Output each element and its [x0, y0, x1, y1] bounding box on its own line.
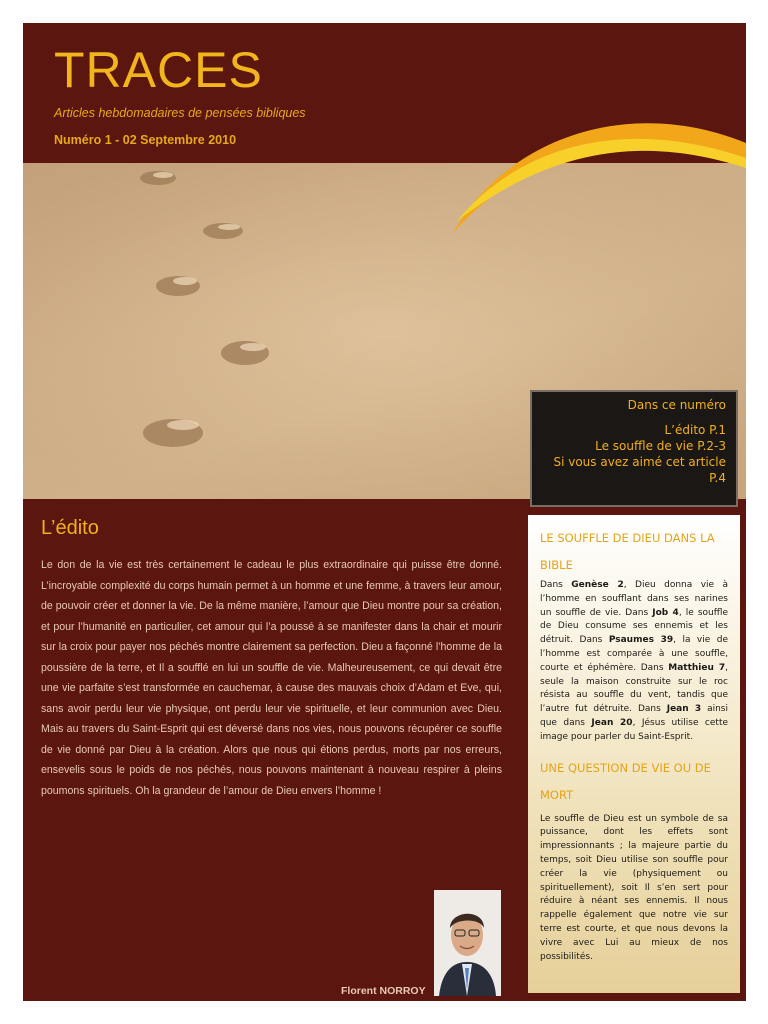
sidebar-body-souffle [540, 579, 728, 745]
sidebar-heading-question: UNE QUESTION DE VIE OU DE MORT [540, 760, 711, 802]
toc-item-edito[interactable]: L’édito P.1 [664, 423, 726, 437]
edito-heading: L’édito [41, 517, 99, 539]
sidebar-body-question: Le souffle de Dieu est un symbole de sa puissance, dont les effets sont impressionnants ; la majeure partie du temps, soit Dieu utilise son souffle pour créer la vie (physiquement ou spirituellement), soit Il s’en sert pour réduire à néant ses ennemis. Il nous rappelle également que notre vie sur terre est courte, et que nous devons la vivre avec Lui au mieux de nos possibilités. [540, 813, 728, 962]
author-name: Florent NORROY [341, 985, 426, 997]
sidebar-text-run: , la vie de l’homme est comparée à une souffle, courte et éphémère. Dans [540, 635, 728, 673]
sidebar-panel [528, 515, 740, 993]
sidebar-text-run: , Dieu donna vie à l’homme en soufflant dans ses narines un souffle de vie. Dans [540, 580, 729, 618]
sidebar-text-run: , le souffle de Dieu consume ses ennemis et les détruit. Dans [540, 607, 728, 646]
sidebar-heading-souffle: LE SOUFFLE DE DIEU DANS LA BIBLE [540, 531, 715, 572]
bible-reference: Job 4 [652, 607, 679, 618]
toc-item-souffle[interactable]: Le souffle de vie P.2-3 [595, 439, 726, 453]
newsletter-subtitle: Articles hebdomadaires de pensées bibliques [54, 106, 306, 120]
bible-reference: Matthieu 7 [668, 662, 726, 673]
table-of-contents [530, 390, 738, 507]
decorative-swoosh [423, 103, 746, 243]
sidebar-text-run: , Jésus utilise cette image pour parler du Saint-Esprit. [540, 717, 729, 742]
edito-body: Le don de la vie est très certainement le cadeau le plus extraordinaire qui puisse être donné. L’incroyable complexité du corps humain permet à un homme et une femme, à travers leur amour, de pouvoir créer et donner la vie. De la même manière, l’amour que Dieu montre pour sa création, et pour l’humanité en particulier, cet amour qui l’a poussé à se manifester dans la chair et mourir sur la croix pour payer nos péchés montre clairement sa perfection. Dieu a façonné l’homme de la poussière de la terre, et Il a soufflé en lui un souffle de vie. Malheureusement, ce qui devait être une vie parfaite s’est transformée en cauchemar, à cause des mauvais choix d’Adam et Eve, qui, sans avoir perdu leur vie physique, ont perdu leur vie spirituelle, et leur communion avec Dieu. Mais au travers du Saint-Esprit qui est déversé dans nos vies, nous pouvons récupérer ce souffle de vie donné par Dieu à la création. Alors que nous qui étions perdus, morts par nos erreurs, ensevelis sous le poids de nos péchés, nous pouvons maintenant à nouveau respirer à pleins poumons spirituels. Oh la grandeur de l’amour de Dieu envers l’homme ! [41, 559, 502, 797]
sidebar-text-run: ainsi que dans [540, 704, 728, 728]
sidebar-text-run: , seule la maison construite sur le roc résista au souffle du vent, tandis que l’autre fut détruite. Dans [540, 662, 728, 715]
bible-reference: Jean 20 [591, 717, 633, 728]
bible-reference: Psaumes 39 [608, 635, 674, 646]
toc-item-article[interactable]: Si vous avez aimé cet article P.4 [553, 455, 726, 485]
toc-heading: Dans ce numéro [627, 398, 726, 412]
newsletter-title: TRACES [54, 42, 263, 98]
newsletter-page [23, 23, 746, 1001]
bible-reference: Jean 3 [666, 704, 702, 715]
author-portrait-image [434, 890, 501, 996]
issue-number-date: Numéro 1 - 02 Septembre 2010 [54, 133, 237, 147]
sidebar-text-run: Dans [540, 580, 572, 590]
author-portrait [434, 890, 501, 996]
bible-reference: Genèse 2 [571, 580, 624, 590]
